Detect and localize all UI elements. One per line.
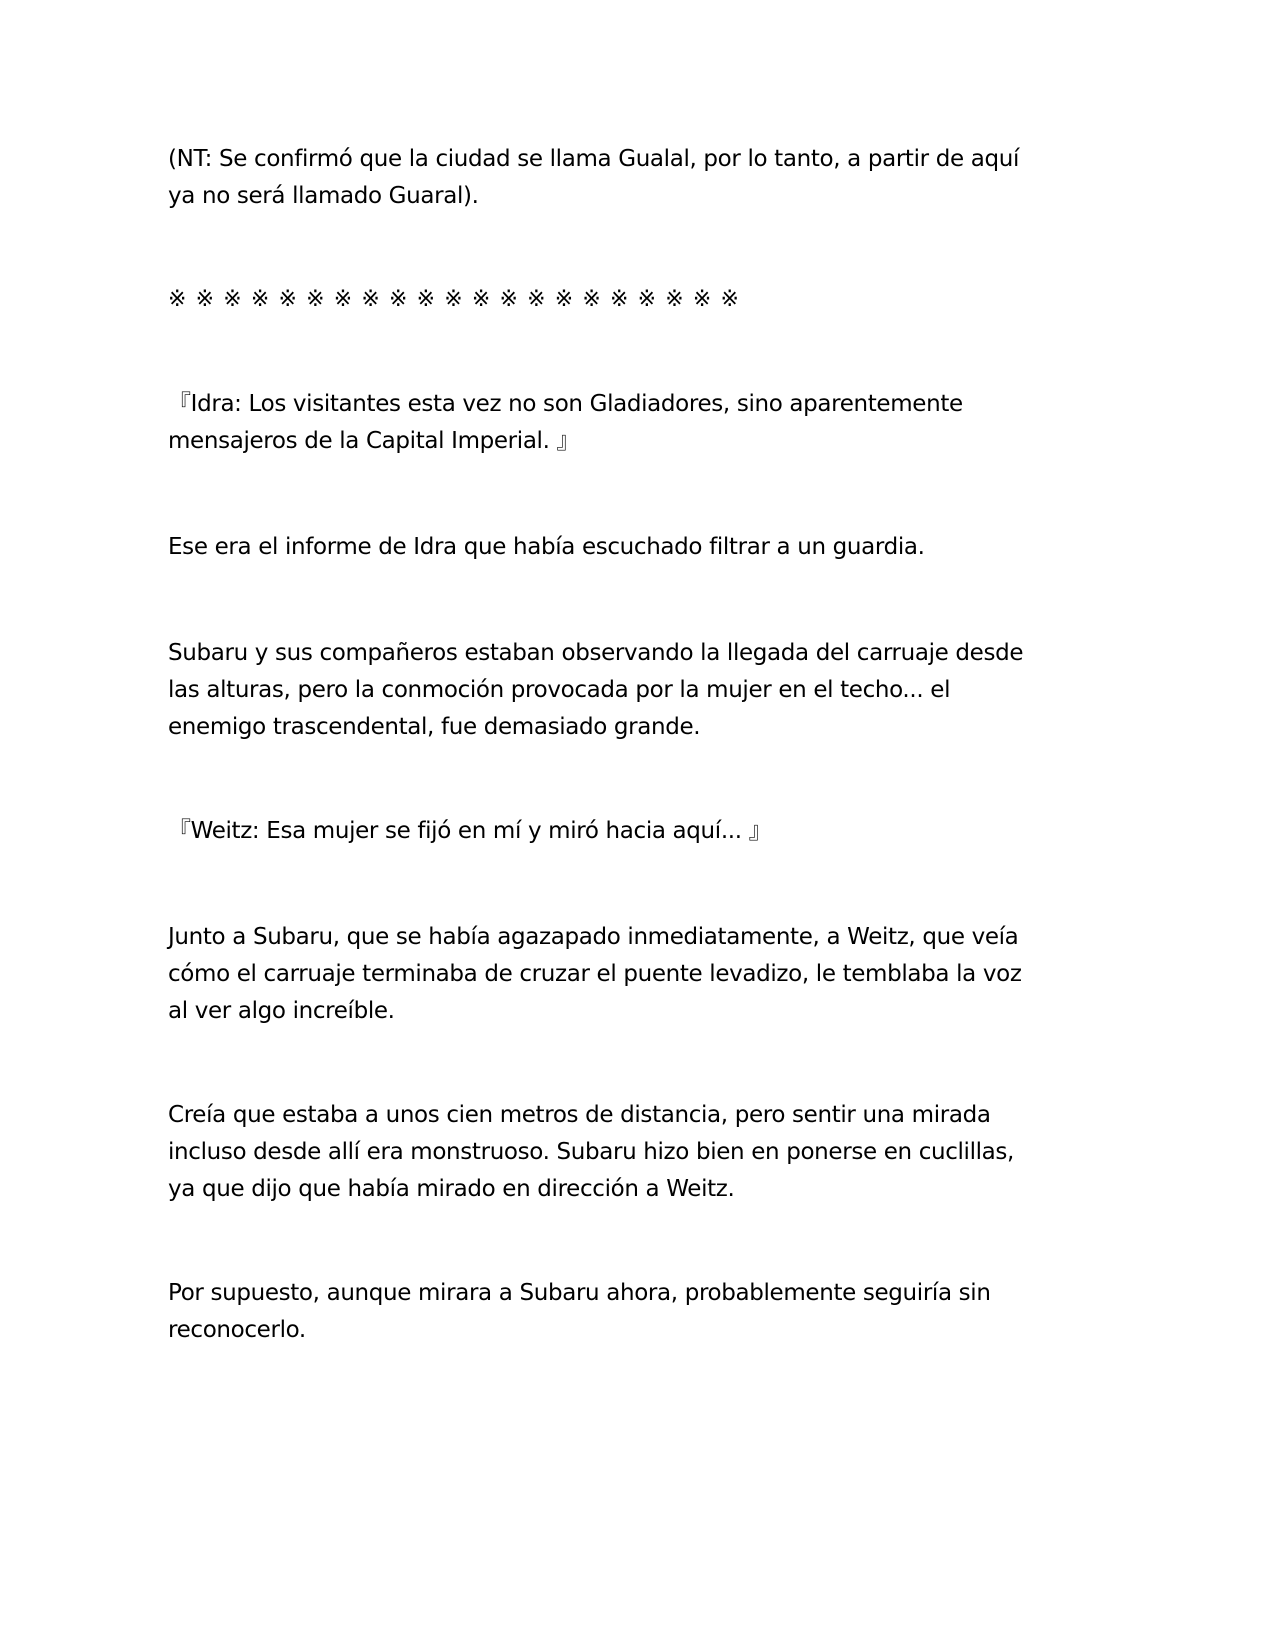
text-line: (NT: Se confirmó que la ciudad se llama Gualal, por lo tanto, a partir de aquí bbox=[168, 146, 1019, 172]
narration-paragraph bbox=[168, 1275, 1048, 1349]
text-line: Junto a Subaru, que se había agazapado inmediatamente, a Weitz, que veía bbox=[168, 924, 1019, 950]
text-line: enemigo trascendental, fue demasiado grande. bbox=[168, 714, 701, 740]
dialogue-weitz bbox=[168, 813, 1048, 850]
text-line: al ver algo increíble. bbox=[168, 998, 395, 1024]
text-line: reconocerlo. bbox=[168, 1317, 306, 1343]
narration-paragraph bbox=[168, 529, 1048, 566]
text-line: ya que dijo que había mirado en dirección a Weitz. bbox=[168, 1176, 735, 1202]
text-line: mensajeros de la Capital Imperial. 』 bbox=[168, 428, 580, 454]
text-line: Creía que estaba a unos cien metros de distancia, pero sentir una mirada bbox=[168, 1102, 991, 1128]
text-line: 『Idra: Los visitantes esta vez no son Gladiadores, sino aparentemente bbox=[168, 391, 963, 417]
text-line: Ese era el informe de Idra que había escuchado filtrar a un guardia. bbox=[168, 534, 925, 560]
text-line: 『Weitz: Esa mujer se fijó en mí y miró hacia aquí... 』 bbox=[168, 818, 772, 844]
narration-paragraph bbox=[168, 919, 1048, 1030]
text-line: ya no será llamado Guaral). bbox=[168, 183, 479, 209]
text-line: Por supuesto, aunque mirara a Subaru ahora, probablemente seguiría sin bbox=[168, 1280, 991, 1306]
text-line: cómo el carruaje terminaba de cruzar el puente levadizo, le temblaba la voz bbox=[168, 961, 1022, 987]
translator-note bbox=[168, 141, 1048, 215]
separator-line: ※ ※ ※ ※ ※ ※ ※ ※ ※ ※ ※ ※ ※ ※ ※ ※ ※ ※ ※ ※ ※ bbox=[168, 287, 741, 312]
text-line: incluso desde allí era monstruoso. Subaru hizo bien en ponerse en cuclillas, bbox=[168, 1139, 1015, 1165]
text-line: las alturas, pero la conmoción provocada por la mujer en el techo... el bbox=[168, 677, 951, 703]
dialogue-idra bbox=[168, 386, 1048, 460]
narration-paragraph bbox=[168, 1097, 1048, 1208]
narration-paragraph bbox=[168, 635, 1048, 746]
scene-separator bbox=[168, 281, 1068, 318]
text-line: Subaru y sus compañeros estaban observando la llegada del carruaje desde bbox=[168, 640, 1024, 666]
